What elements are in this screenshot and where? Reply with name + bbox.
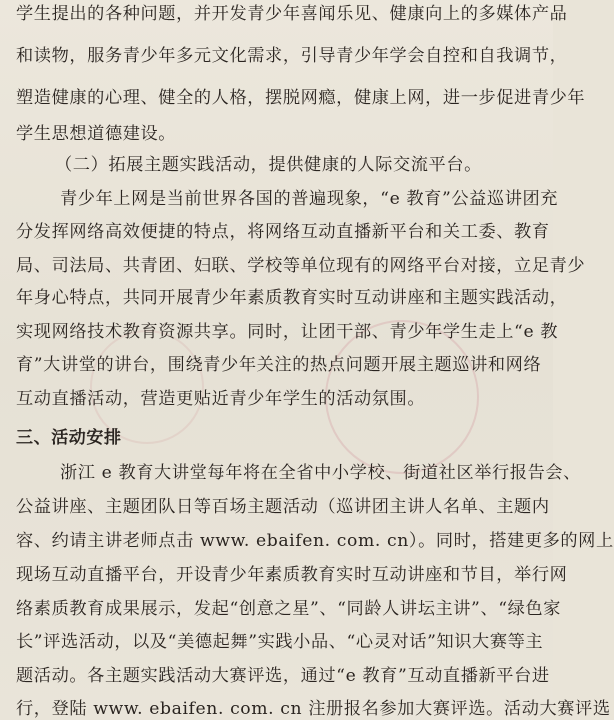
body-line: 容、约请主讲老师点击 www. ebaifen. com. cn）。同时，搭建更多的网上 (16, 531, 614, 551)
body-line: 公益讲座、主题团队日等百场主题活动（巡讲团主讲人名单、主题内 (16, 497, 550, 517)
body-line: 学生提出的各种问题，并开发青少年喜闻乐见、健康向上的多媒体产品 (16, 4, 568, 24)
body-line: 年身心特点，共同开展青少年素质教育实时互动讲座和主题实践活动， (16, 288, 568, 308)
body-line: 分发挥网络高效便捷的特点，将网络互动直播新平台和关工委、教育 (16, 222, 550, 242)
body-line: 局、司法局、共青团、妇联、学校等单位现有的网络平台对接，立足青少 (16, 256, 586, 276)
body-line: 互动直播活动，营造更贴近青少年学生的活动氛围。 (16, 389, 426, 409)
body-line: 和读物，服务青少年多元文化需求，引导青少年学会自控和自我调节， (16, 46, 568, 66)
body-line: 行，登陆 www. ebaifen. com. cn 注册报名参加大赛评选。活动大赛评选 (16, 699, 611, 719)
body-line: 学生思想道德建设。 (16, 124, 177, 144)
body-line: 塑造健康的心理、健全的人格，摆脱网瘾，健康上网，进一步促进青少年 (16, 88, 586, 108)
body-line: 育”大讲堂的讲台，围绕青少年关注的热点问题开展主题巡讲和网络 (16, 355, 542, 375)
section-heading: 三、活动安排 (16, 428, 122, 448)
body-line: 络素质教育成果展示，发起“创意之星”、“同龄人讲坛主讲”、“绿色家 (16, 599, 561, 619)
body-line: 青少年上网是当前世界各国的普遍现象，“e 教育”公益巡讲团充 (60, 189, 559, 209)
body-line: 题活动。各主题实践活动大赛评选，通过“e 教育”互动直播新平台进 (16, 666, 550, 686)
body-line: 长”评选活动，以及“美德起舞”实践小品、“心灵对话”知识大赛等主 (16, 632, 544, 652)
body-line: 现场互动直播平台，开设青少年素质教育实时互动讲座和节目，举行网 (16, 565, 568, 585)
faint-seal-show-through (90, 330, 204, 444)
section-subheading: （二）拓展主题实践活动，提供健康的人际交流平台。 (55, 155, 482, 175)
body-line: 浙江 e 教育大讲堂每年将在全省中小学校、街道社区举行报告会、 (60, 463, 581, 483)
body-line: 实现网络技术教育资源共享。同时，让团干部、青少年学生走上“e 教 (16, 322, 559, 342)
